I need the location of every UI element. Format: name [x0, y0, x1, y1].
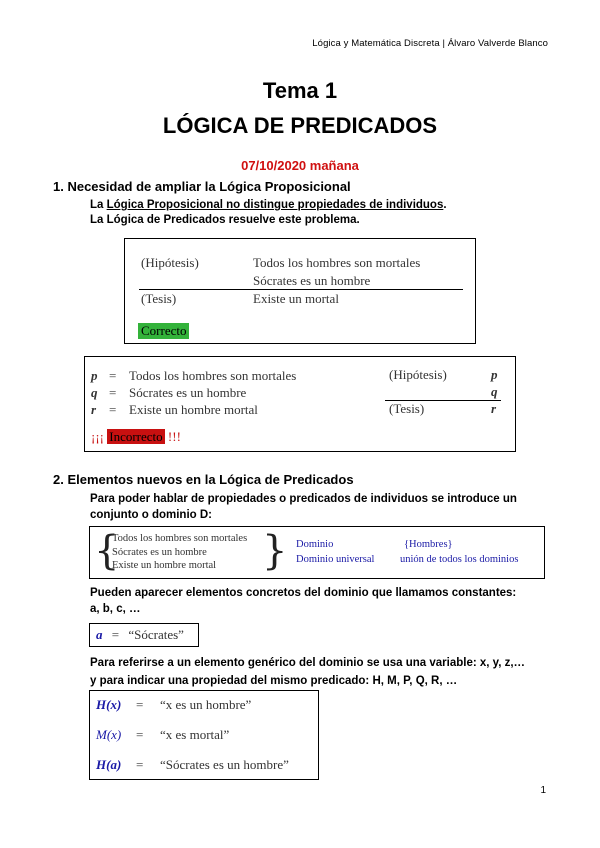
left-brace-icon: {: [94, 528, 120, 574]
section-1-paragraph-1: [90, 198, 447, 213]
section-2-paragraph-3b: y para indicar una propiedad del mismo predicado: H, M, P, Q, R, …: [90, 675, 458, 687]
domain-items: [112, 532, 247, 573]
var: q: [91, 385, 98, 400]
section-1-paragraph-2: La Lógica de Predicados resuelve este problema.: [90, 214, 360, 226]
dominio-label: Dominio: [296, 539, 334, 550]
eq: =: [136, 727, 144, 742]
correct-badge: Correcto: [138, 323, 189, 339]
section-2-paragraph-1b: conjunto o dominio D:: [90, 509, 213, 521]
rhs: “Sócrates es un hombre”: [160, 757, 289, 772]
rhs: “x es mortal”: [160, 727, 230, 742]
hypothesis-label: (Hipótesis): [389, 367, 447, 382]
right-var-q: q: [491, 384, 498, 399]
domain-item: Existe un hombre mortal: [112, 560, 217, 571]
eq: =: [109, 402, 117, 417]
hypothesis-label: (Hipótesis): [141, 255, 199, 270]
section-2-paragraph-3a: Para referirse a un elemento genérico del dominio se usa una variable: x, y, z,…: [90, 657, 526, 669]
rhs: “Sócrates”: [128, 627, 184, 642]
thesis: Existe un mortal: [253, 291, 339, 306]
hypothesis-1: Todos los hombres son mortales: [253, 255, 421, 270]
syllogism-box: [124, 238, 476, 344]
exclaim-open: ¡¡¡: [91, 429, 108, 444]
incorrect-badge: Incorrecto: [109, 429, 163, 444]
dominio-universal-value: unión de todos los dominios: [400, 554, 519, 565]
eq: =: [109, 368, 117, 383]
section-2-paragraph-1a: Para poder hablar de propiedades o predicados de individuos se introduce un: [90, 493, 517, 505]
right-var-p: p: [491, 367, 498, 382]
predicate-box: [89, 690, 319, 780]
proposition-row: [91, 367, 296, 384]
title-line-1: Tema 1: [262, 78, 338, 103]
domain-item: Todos los hombres son mortales: [112, 533, 248, 544]
section-2-heading: 2. Elementos nuevos en la Lógica de Predicados: [53, 472, 354, 487]
page-header: Lógica y Matemática Discreta | Álvaro Valverde Blanco: [312, 38, 548, 49]
lhs: a: [96, 627, 103, 642]
section-1-heading: 1. Necesidad de ampliar la Lógica Proposicional: [53, 179, 351, 194]
rhs: “x es un hombre”: [160, 697, 252, 712]
proposition-list: [91, 367, 296, 418]
dominio-value: {Hombres}: [404, 539, 453, 550]
page-number: 1: [540, 785, 546, 796]
eq: =: [136, 757, 144, 772]
thesis-label: (Tesis): [389, 401, 425, 416]
underlined-text: Lógica Proposicional no distingue propiedades de individuos: [106, 199, 444, 211]
section-2-paragraph-2b: a, b, c, …: [90, 603, 141, 615]
hypothesis-2: Sócrates es un hombre: [253, 273, 371, 288]
lhs: H(x): [96, 697, 122, 712]
dominio-universal-label: Dominio universal: [296, 554, 375, 565]
thesis-label: (Tesis): [141, 291, 177, 306]
date-heading: 07/10/2020 mañana: [241, 158, 359, 173]
eq: =: [111, 627, 120, 642]
var: r: [91, 402, 97, 417]
var: p: [91, 368, 98, 383]
domain-item: Sócrates es un hombre: [112, 546, 207, 558]
text: .: [443, 199, 447, 211]
incorrect-line: [91, 429, 181, 445]
text: Existe un hombre mortal: [129, 402, 258, 417]
text: La: [90, 199, 107, 211]
predicate-row: [96, 727, 229, 743]
section-2-paragraph-2a: Pueden aparecer elementos concretos del dominio que llamamos constantes:: [90, 587, 517, 599]
propositional-box: [84, 356, 516, 452]
right-var-r: r: [491, 401, 497, 416]
text: Todos los hombres son mortales: [129, 368, 297, 383]
constant-definition: [96, 627, 184, 643]
eq: =: [109, 385, 117, 400]
right-brace-icon: }: [262, 528, 288, 574]
predicate-row: [96, 697, 251, 713]
eq: =: [136, 697, 144, 712]
lhs: M(x): [96, 727, 122, 742]
constant-box: [89, 623, 199, 647]
proposition-row: [91, 401, 296, 418]
text: Sócrates es un hombre: [129, 385, 247, 400]
title-line-2: LÓGICA DE PREDICADOS: [162, 113, 438, 138]
proposition-row: [91, 384, 296, 401]
divider: [139, 289, 463, 290]
predicate-row: [96, 757, 289, 773]
exclaim-close: !!!: [164, 429, 181, 444]
domain-box: [89, 526, 545, 579]
lhs: H(a): [96, 757, 122, 772]
